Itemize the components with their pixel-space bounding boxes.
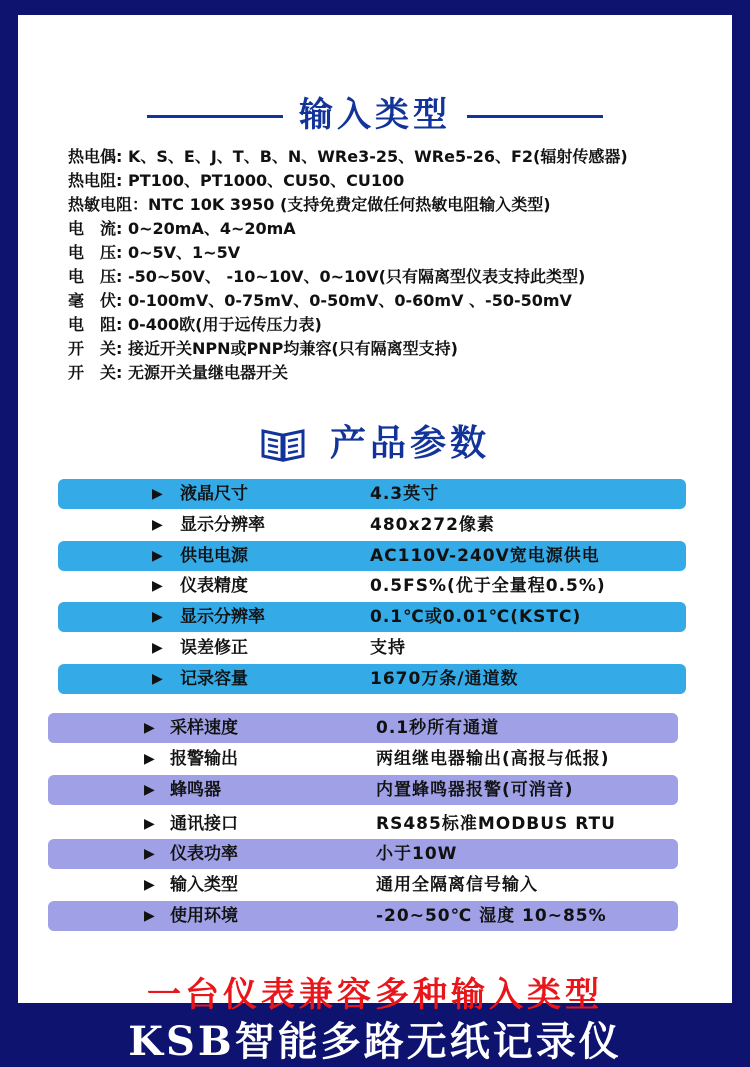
param-row (48, 870, 678, 900)
param-key: 蜂鸣器 (170, 779, 221, 800)
param-key: 使用环境 (170, 905, 238, 926)
input-types-title: 输入类型 (299, 95, 451, 135)
input-type-row: 热敏电阻：NTC 10K 3950 (支持免费定做任何热敏电阻输入类型) (68, 195, 551, 214)
arrow-right-icon: ▶ (152, 639, 163, 656)
params-table-2 (48, 713, 678, 932)
param-row (48, 744, 678, 774)
arrow-right-icon: ▶ (144, 846, 155, 863)
param-key: 输入类型 (170, 875, 238, 896)
arrow-right-icon: ▶ (152, 670, 163, 687)
param-key: 液晶尺寸 (180, 484, 248, 504)
params-table-1 (58, 479, 686, 695)
param-value: 4.3英寸 (370, 484, 440, 504)
param-key: 误差修正 (180, 637, 248, 658)
arrow-right-icon: ▶ (152, 609, 163, 626)
param-value: 0.5FS%(优于全量程0.5%) (370, 576, 606, 597)
param-row (58, 602, 686, 632)
param-row (48, 901, 678, 931)
param-row (58, 510, 686, 540)
input-type-row: 热电偶: K、S、E、J、T、B、N、WRe3-25、WRe5-26、F2(辐射传感器) (68, 147, 628, 166)
param-row (48, 775, 678, 805)
param-value: 0.1℃或0.01℃(KSTC) (370, 607, 582, 628)
param-value: 480x272像素 (370, 514, 495, 535)
input-type-row: 开 关: 接近开关NPN或PNP均兼容(只有隔离型支持) (68, 339, 458, 358)
arrow-right-icon: ▶ (144, 907, 155, 924)
book-icon (260, 427, 306, 463)
arrow-right-icon: ▶ (144, 815, 155, 832)
param-key: 报警输出 (170, 748, 238, 769)
input-type-row: 电 流: 0~20mA、4~20mA (68, 219, 296, 238)
param-value: 内置蜂鸣器报警(可消音) (376, 779, 574, 800)
param-value: 两组继电器输出(高报与低报) (376, 748, 610, 769)
tagline: 一台仪表兼容多种输入类型 (147, 975, 603, 1015)
input-types-list (68, 145, 628, 385)
param-row (58, 479, 686, 509)
param-value: 0.1秒所有通道 (376, 718, 500, 738)
content-card (18, 15, 732, 1015)
param-value: 支持 (370, 637, 406, 658)
arrow-right-icon: ▶ (144, 877, 155, 894)
param-key: 供电电源 (180, 545, 248, 566)
heading-rule-right (467, 115, 603, 118)
param-key: 仪表精度 (180, 576, 248, 597)
param-value: RS485标准MODBUS RTU (376, 813, 616, 834)
param-key: 显示分辨率 (180, 514, 265, 535)
param-row (58, 571, 686, 601)
product-params-heading (18, 415, 732, 466)
param-row (58, 633, 686, 663)
arrow-right-icon: ▶ (144, 781, 155, 798)
input-type-row: 电 压: 0~5V、1~5V (68, 243, 241, 262)
product-params-title: 产品参数 (329, 423, 490, 464)
param-value: -20~50℃ 湿度 10~85% (376, 905, 607, 926)
arrow-right-icon: ▶ (144, 750, 155, 767)
input-type-row: 毫 伏: 0-100mV、0-75mV、0-50mV、0-60mV 、-50-50mV (68, 291, 572, 310)
arrow-right-icon: ▶ (152, 516, 163, 533)
input-type-row: 电 压: -50~50V、 -10~10V、0~10V(只有隔离型仪表支持此类型) (68, 267, 586, 286)
arrow-right-icon: ▶ (152, 578, 163, 595)
param-row (48, 809, 678, 839)
param-value: 小于10W (376, 844, 458, 865)
param-row (58, 664, 686, 694)
input-type-row: 开 关: 无源开关量继电器开关 (68, 363, 288, 382)
param-key: 通讯接口 (170, 813, 238, 834)
param-key: 采样速度 (170, 718, 238, 738)
arrow-right-icon: ▶ (144, 720, 155, 736)
param-value: AC110V-240V宽电源供电 (370, 545, 600, 566)
param-row (48, 839, 678, 869)
param-value: 通用全隔离信号输入 (376, 875, 538, 896)
heading-rule-left (147, 115, 283, 118)
footer-product-name: KSB智能多路无纸记录仪 (128, 1018, 622, 1065)
input-types-heading (18, 87, 732, 136)
param-row (48, 713, 678, 743)
param-key: 显示分辨率 (180, 607, 265, 628)
input-type-row: 热电阻: PT100、PT1000、CU50、CU100 (68, 171, 405, 190)
arrow-right-icon: ▶ (152, 547, 163, 564)
param-key: 记录容量 (180, 668, 248, 689)
param-key: 仪表功率 (170, 844, 238, 865)
input-type-row: 电 阻: 0-400欧(用于远传压力表) (68, 315, 322, 334)
param-row (58, 541, 686, 571)
arrow-right-icon: ▶ (152, 486, 163, 502)
param-value: 1670万条/通道数 (370, 668, 519, 689)
